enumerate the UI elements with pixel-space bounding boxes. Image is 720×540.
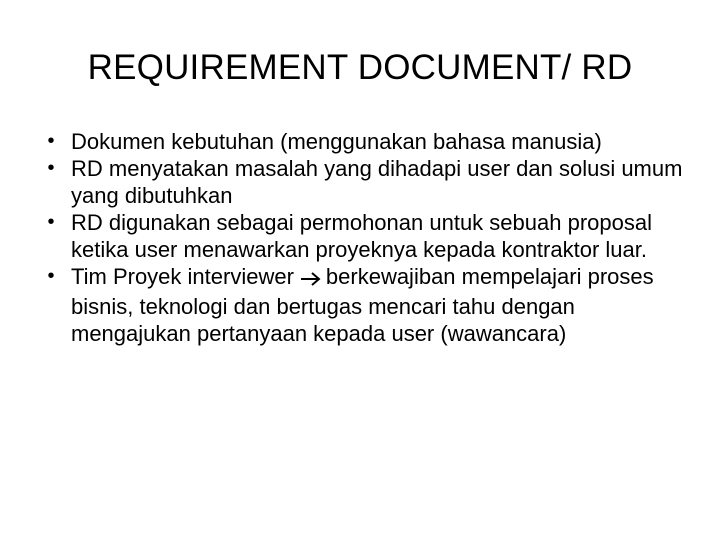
bullet-dot-icon: • [47,157,55,179]
slide-title: REQUIREMENT DOCUMENT/ RD [87,48,633,87]
bullet-text: RD menyatakan masalah yang dihadapi user dan solusi umum yang dibutuhkan [71,156,683,208]
bullet-list [44,128,694,347]
bullet-item [44,209,694,263]
bullet-text-after: berkewajiban mempelajari proses bisnis, teknologi dan bertugas mencari tahu dengan mengajukan pertanyaan kepada user (wawancara) [71,264,654,346]
bullet-text: RD digunakan sebagai permohonan untuk sebuah proposal ketika user menawarkan proyeknya kepada kontraktor luar. [71,210,652,262]
bullet-text-before: Tim Proyek interviewer [71,264,294,289]
bullet-item [44,128,694,155]
bullet-text: Dokumen kebutuhan (menggunakan bahasa manusia) [71,129,602,154]
bullet-dot-icon: • [47,211,55,233]
bullet-dot-icon: • [47,265,55,287]
bullet-item [44,263,694,347]
bullet-dot-icon: • [47,130,55,152]
right-arrow-icon [300,266,322,293]
bullet-item [44,155,694,209]
